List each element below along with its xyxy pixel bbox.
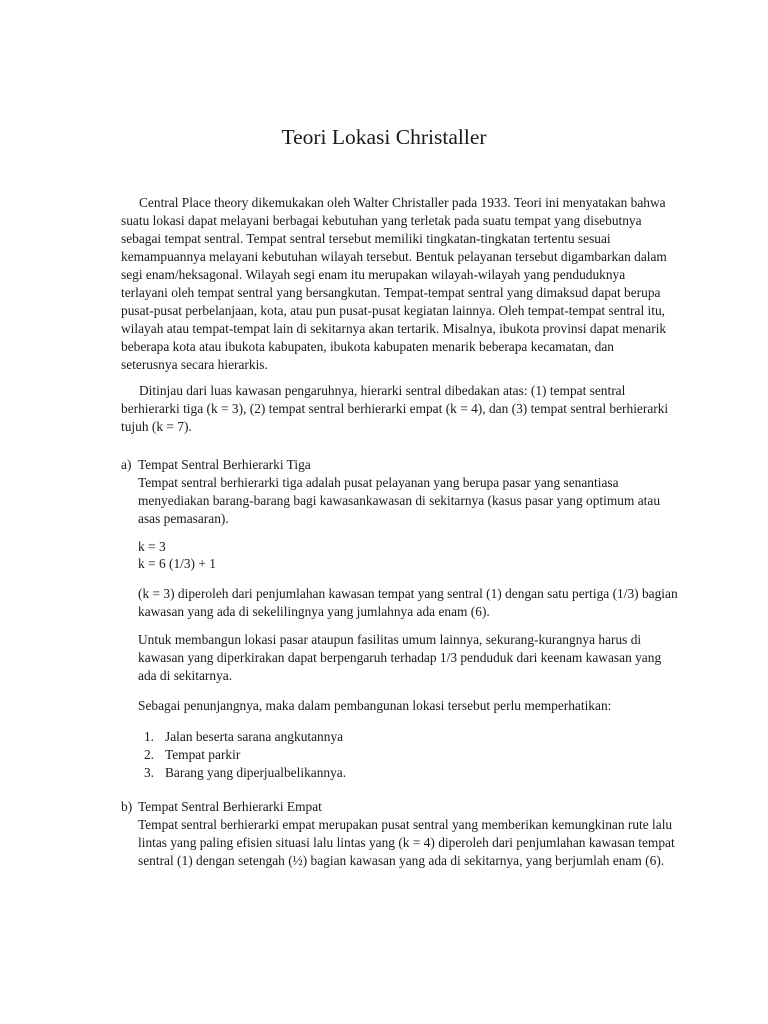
section-a-paragraph-2: (k = 3) diperoleh dari penjumlahan kawasan tempat yang sentral (1) dengan satu pertiga (1/3) bagian kawasan yang ada di sekelilingnya yang jumlahnya ada enam (6). bbox=[138, 586, 678, 619]
list-item-text: Barang yang diperjualbelikannya. bbox=[165, 765, 347, 780]
section-a-list bbox=[138, 728, 678, 782]
list-item bbox=[138, 728, 678, 746]
list-item-number: 1. bbox=[143, 729, 154, 744]
section-a-paragraph-3: Untuk membangun lokasi pasar ataupun fasilitas umum lainnya, sekurang-kurangnya harus di kawasan yang diperkirakan dapat berpengaruh terhadap 1/3 penduduk dari keenam kawasan yang ada di sekitarnya. bbox=[138, 632, 662, 683]
document-title: Teori Lokasi Christaller bbox=[281, 125, 487, 149]
section-b-heading: Tempat Sentral Berhierarki Empat bbox=[138, 799, 322, 814]
intro-paragraph-1: Central Place theory dikemukakan oleh Walter Christaller pada 1933. Teori ini menyatakan bahwa suatu lokasi dapat melayani berbagai kebutuhan yang terletak pada suatu tempat yang disebutnya sebagai tempat sentral. Tempat sentral tersebut memiliki tingkatan-tingkatan tertentu sesuai kemampuannya melayani kebutuhan wilayah tersebut. Bentuk pelayanan tersebut digambarkan dalam segi enam/heksagonal. Wilayah segi enam itu merupakan wilayah-wilayah yang penduduknya terlayani oleh tempat sentral yang bersangkutan. Tempat-tempat sentral yang dimaksud dapat berupa pusat-pusat perbelanjaan, kota, atau pun pusat-pusat kegiatan lainnya. Oleh tempat-tempat sentral itu, wilayah atau tempat-tempat lain di sekitarnya akan tertarik. Misalnya, ibukota provinsi dapat menarik beberapa kota atau ibukota kabupaten, ibukota kabupaten menarik beberapa kecamatan, dan seterusnya secara hierarkis. bbox=[121, 195, 667, 372]
list-item-number: 3. bbox=[143, 765, 154, 780]
list-item-number: 2. bbox=[143, 747, 154, 762]
section-b-paragraph-1: Tempat sentral berhierarki empat merupakan pusat sentral yang memberikan kemungkinan rute lalu lintas yang paling efisien situasi lalu lintas yang (k = 4) diperoleh dari penjumlahan kawasan tempat sentral (1) dengan setengah (½) bagian kawasan yang ada di sekitarnya, yang berjumlah enam (6). bbox=[138, 817, 675, 868]
intro-paragraph-2: Ditinjau dari luas kawasan pengaruhnya, hierarki sentral dibedakan atas: (1) tempat sentral berhierarki tiga (k = 3), (2) tempat sentral berhierarki empat (k = 4), dan (3) tempat sentral berhierarki tujuh (k = 7). bbox=[121, 383, 669, 434]
list-item bbox=[138, 764, 678, 782]
section-a-heading: Tempat Sentral Berhierarki Tiga bbox=[138, 457, 311, 472]
list-item-text: Tempat parkir bbox=[165, 747, 241, 762]
section-a-paragraph-4: Sebagai penunjangnya, maka dalam pembangunan lokasi tersebut perlu memperhatikan: bbox=[138, 698, 612, 713]
section-a-paragraph-1: Tempat sentral berhierarki tiga adalah pusat pelayanan yang berupa pasar yang senantiasa menyediakan barang-barang bagi kawasankawasan di sekitarnya (kasus pasar yang optimum atau asas pemasaran). bbox=[138, 475, 661, 526]
list-item bbox=[138, 746, 678, 764]
section-a-formula-2: k = 6 (1/3) + 1 bbox=[138, 556, 216, 571]
section-a-formula-1: k = 3 bbox=[138, 539, 166, 554]
section-b-letter: b) bbox=[121, 799, 133, 814]
section-a-letter: a) bbox=[121, 457, 132, 472]
list-item-text: Jalan beserta sarana angkutannya bbox=[165, 729, 344, 744]
